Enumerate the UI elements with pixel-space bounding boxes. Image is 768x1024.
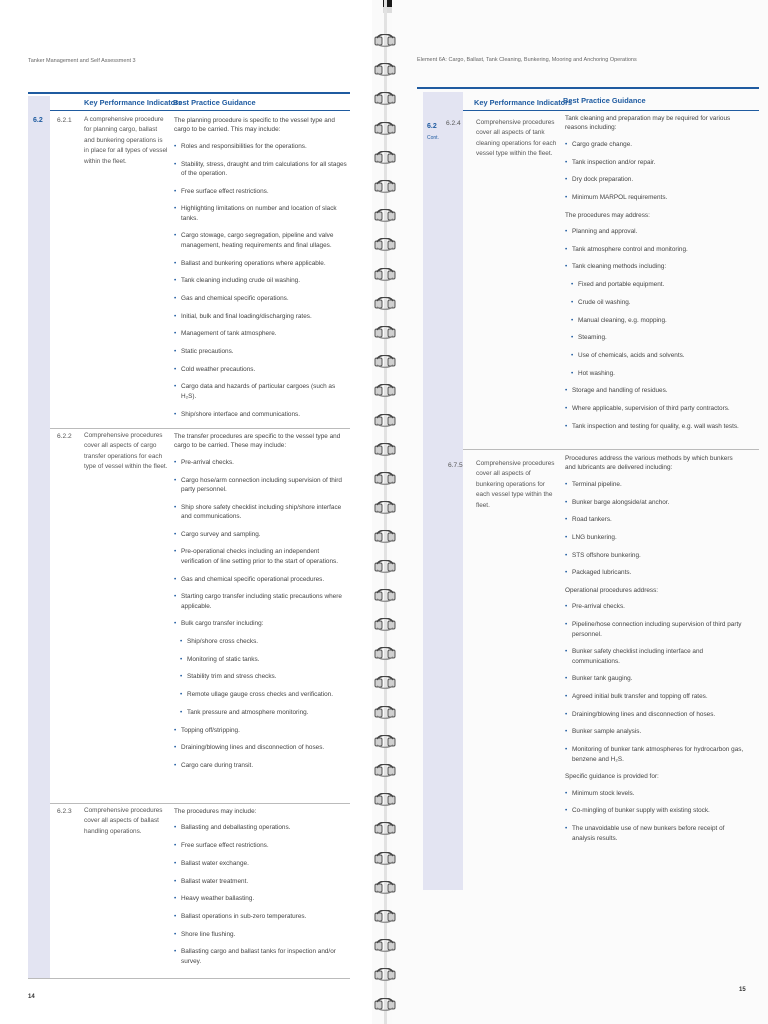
list-item: • STS offshore bunkering.	[565, 551, 745, 560]
binding-ring	[374, 414, 398, 427]
list-item: • Bulk cargo transfer including:	[174, 619, 350, 628]
list-item: • Pipeline/hose connection including supervision of third party personnel.	[565, 620, 745, 639]
list-item: • Heavy weather ballasting.	[174, 894, 350, 903]
guidance-list	[565, 480, 745, 578]
list-item: • Ballasting and deballasting operations.	[174, 823, 350, 832]
binding-ring	[374, 793, 398, 806]
left-page	[0, 0, 372, 1024]
binding-ring	[374, 443, 398, 456]
binding-ring	[374, 998, 398, 1011]
sub-list-item: • Hot washing.	[565, 369, 745, 378]
list-item: • Draining/blowing lines and disconnection of hoses.	[174, 743, 350, 752]
list-item: • Ship shore safety checklist including ship/shore interface and communications.	[174, 503, 350, 522]
list-item: • Tank cleaning including crude oil washing.	[174, 276, 350, 285]
binding-ring	[374, 647, 398, 660]
binding-ring	[374, 618, 398, 631]
guidance-intro: Specific guidance is provided for:	[565, 773, 659, 781]
section-number: 6.2	[427, 123, 437, 130]
row-number: 6.7.5	[448, 462, 463, 469]
list-item: • Bunker barge alongside/at anchor.	[565, 498, 745, 507]
binding-ring	[374, 881, 398, 894]
guidance-list	[565, 227, 745, 431]
sub-list-item: • Manual cleaning, e.g. mopping.	[565, 316, 745, 325]
list-item: • Minimum stock levels.	[565, 789, 745, 798]
list-item: • Stability, stress, draught and trim calculations for all stages of the operation.	[174, 160, 350, 179]
binding-ring	[374, 34, 398, 47]
spiral-binding	[368, 0, 406, 1024]
row-divider	[50, 803, 350, 804]
list-item: • Tank atmosphere control and monitoring.	[565, 245, 745, 254]
binding-ring	[374, 384, 398, 397]
list-item: • Free surface effect restrictions.	[174, 841, 350, 850]
binding-ring	[374, 180, 398, 193]
list-item: • Ship/shore interface and communications.	[174, 410, 350, 419]
list-item: • Ballast water treatment.	[174, 877, 350, 886]
guidance-list	[174, 142, 350, 419]
kpi-text: Comprehensive procedures cover all aspects of ballast handling operations.	[84, 807, 163, 835]
guidance-list	[565, 602, 745, 764]
binding-ring	[374, 122, 398, 135]
list-item: • Draining/blowing lines and disconnection of hoses.	[565, 710, 745, 719]
column-header-bpg: Best Practice Guidance	[173, 98, 256, 107]
list-item: • Ballasting cargo and ballast tanks for inspection and/or survey.	[174, 947, 350, 966]
list-item: • Pre-operational checks including an independent verification of line setting prior to the start of operations.	[174, 547, 350, 566]
list-item: • Pre-arrival checks.	[174, 458, 350, 467]
list-item: • Cargo care during transit.	[174, 761, 350, 770]
guidance-block	[565, 454, 745, 851]
list-item: • Road tankers.	[565, 515, 745, 524]
sub-list-item: • Tank pressure and atmosphere monitoring.	[174, 708, 350, 717]
list-item: • Storage and handling of residues.	[565, 386, 745, 395]
running-header-right: Element 6A: Cargo, Ballast, Tank Cleaning, Bunkering, Mooring and Anchoring Operations	[417, 57, 637, 63]
list-item: • Packaged lubricants.	[565, 568, 745, 577]
table-top-rule	[28, 92, 350, 94]
kpi-text: A comprehensive procedure for planning cargo, ballast and bunkering operations is in place for all types of vessel within the fleet.	[84, 116, 168, 165]
sub-list-item: • Stability trim and stress checks.	[174, 672, 350, 681]
list-item: • Roles and responsibilities for the operations.	[174, 142, 350, 151]
list-item: • Cargo data and hazards of particular cargoes (such as H₂S).	[174, 382, 350, 401]
list-item: • Ballast and bunkering operations where applicable.	[174, 259, 350, 268]
section-band	[423, 92, 463, 890]
binding-ring	[374, 852, 398, 865]
row-number: 6.2.4	[446, 120, 461, 127]
list-item: • Cargo survey and sampling.	[174, 530, 350, 539]
list-item: • Terminal pipeline.	[565, 480, 745, 489]
list-item: • Monitoring of bunker tank atmospheres for hydrocarbon gas, benzene and H₂S.	[565, 745, 745, 764]
guidance-block	[565, 114, 745, 439]
binding-ring	[374, 92, 398, 105]
binding-ring	[374, 764, 398, 777]
binding-ring	[374, 238, 398, 251]
sub-list-item: • Steaming.	[565, 333, 745, 342]
binding-ring	[374, 939, 398, 952]
list-item: • LNG bunkering.	[565, 533, 745, 542]
binding-ring	[374, 676, 398, 689]
table-top-rule	[417, 87, 759, 89]
list-item: • Cargo grade change.	[565, 140, 745, 149]
guidance-block	[174, 432, 350, 779]
row-number: 6.2.1	[57, 117, 72, 124]
binding-ring	[374, 822, 398, 835]
header-under-rule	[50, 110, 350, 111]
binding-ring	[374, 151, 398, 164]
binding-ring	[374, 297, 398, 310]
page-number: 15	[739, 987, 746, 993]
row-divider	[463, 449, 759, 450]
guidance-intro: Procedures address the various methods by which bunkers and lubricants are delivered including:	[565, 455, 733, 472]
sub-list-item: • Ship/shore cross checks.	[174, 637, 350, 646]
sub-list-item: • Remote ullage gauge cross checks and verification.	[174, 690, 350, 699]
binding-ring	[374, 326, 398, 339]
guidance-intro: Tank cleaning and preparation may be required for various reasons including:	[565, 115, 731, 132]
sub-list-item: • Monitoring of static tanks.	[174, 655, 350, 664]
column-header-bpg: Best Practice Guidance	[563, 96, 646, 105]
kpi-text: Comprehensive procedures cover all aspects of bunkering operations for each vessel type within the fleet.	[476, 460, 555, 509]
list-item: • Ballast operations in sub-zero temperatures.	[174, 912, 350, 921]
list-item: • Tank cleaning methods including:	[565, 262, 745, 271]
right-page	[392, 0, 768, 1024]
list-item: • Cold weather precautions.	[174, 365, 350, 374]
binding-ring	[374, 968, 398, 981]
list-item: • Agreed initial bulk transfer and topping off rates.	[565, 692, 745, 701]
binding-ring	[374, 355, 398, 368]
list-item: • Free surface effect restrictions.	[174, 187, 350, 196]
binding-ring	[374, 268, 398, 281]
list-item: • Bunker safety checklist including interface and communications.	[565, 647, 745, 666]
binding-ring	[374, 63, 398, 76]
column-header-kpi: Key Performance Indicators	[474, 98, 573, 107]
list-item: • Bunker tank gauging.	[565, 674, 745, 683]
binding-ring	[374, 530, 398, 543]
row-number: 6.2.3	[57, 808, 72, 815]
list-item: • Cargo stowage, cargo segregation, pipeline and valve management, heating requirements and final ullages.	[174, 231, 350, 250]
list-item: • Tank inspection and/or repair.	[565, 158, 745, 167]
list-item: • Where applicable, supervision of third party contractors.	[565, 404, 745, 413]
sub-list-item: • Fixed and portable equipment.	[565, 280, 745, 289]
row-divider	[50, 428, 350, 429]
binding-ring	[374, 706, 398, 719]
list-item: • Planning and approval.	[565, 227, 745, 236]
guidance-list	[174, 823, 350, 966]
binding-ring	[374, 910, 398, 923]
guidance-list	[565, 140, 745, 203]
continued-label: Cont.	[427, 135, 439, 141]
binding-ring	[374, 209, 398, 222]
list-item: • Gas and chemical specific operational procedures.	[174, 575, 350, 584]
guidance-list	[565, 789, 745, 843]
list-item: • Highlighting limitations on number and location of slack tanks.	[174, 204, 350, 223]
list-item: • Ballast water exchange.	[174, 859, 350, 868]
binding-ring	[374, 589, 398, 602]
sub-list-item: • Use of chemicals, acids and solvents.	[565, 351, 745, 360]
section-band	[28, 96, 50, 978]
list-item: • Cargo hose/arm connection including supervision of third party personnel.	[174, 476, 350, 495]
guidance-intro: The transfer procedures are specific to the vessel type and cargo to be carried. These may include:	[174, 433, 341, 450]
list-item: • Bunker sample analysis.	[565, 727, 745, 736]
binding-ring	[374, 735, 398, 748]
list-item: • Shore line flushing.	[174, 930, 350, 939]
list-item: • Initial, bulk and final loading/discharging rates.	[174, 312, 350, 321]
guidance-block	[174, 116, 350, 427]
guidance-intro: Operational procedures address:	[565, 587, 659, 595]
guidance-block	[174, 807, 350, 974]
list-item: • Pre-arrival checks.	[565, 602, 745, 611]
column-header-kpi: Key Performance Indicators	[84, 98, 183, 107]
section-number: 6.2	[33, 117, 43, 124]
kpi-text: Comprehensive procedures cover all aspects of tank cleaning operations for each vessel type within the fleet.	[476, 119, 557, 158]
list-item: • Starting cargo transfer including static precautions where applicable.	[174, 592, 350, 611]
guidance-intro: The procedures may include:	[174, 808, 257, 815]
running-header-left: Tanker Management and Self Assessment 3	[28, 58, 136, 64]
guidance-intro: The planning procedure is specific to the vessel type and cargo to be carried. This may include:	[174, 117, 335, 134]
sub-list-item: • Crude oil washing.	[565, 298, 745, 307]
list-item: • The unavoidable use of new bunkers before receipt of analysis results.	[565, 824, 745, 843]
list-item: • Tank inspection and testing for quality, e.g. wall wash tests.	[565, 422, 745, 431]
list-item: • Minimum MARPOL requirements.	[565, 193, 745, 202]
list-item: • Co-mingling of bunker supply with existing stock.	[565, 806, 745, 815]
binding-ring	[374, 560, 398, 573]
page-number: 14	[28, 994, 35, 1000]
list-item: • Topping off/stripping.	[174, 726, 350, 735]
list-item: • Gas and chemical specific operations.	[174, 294, 350, 303]
table-bottom-rule	[28, 978, 350, 979]
guidance-intro: The procedures may address:	[565, 211, 650, 219]
kpi-text: Comprehensive procedures cover all aspects of cargo transfer operations for each type of vessel within the fleet.	[84, 432, 168, 471]
list-item: • Static precautions.	[174, 347, 350, 356]
guidance-list	[174, 458, 350, 771]
header-under-rule	[463, 110, 759, 111]
list-item: • Management of tank atmosphere.	[174, 329, 350, 338]
row-number: 6.2.2	[57, 433, 72, 440]
list-item: • Dry dock preparation.	[565, 175, 745, 184]
binding-ring	[374, 472, 398, 485]
binding-ring	[374, 501, 398, 514]
